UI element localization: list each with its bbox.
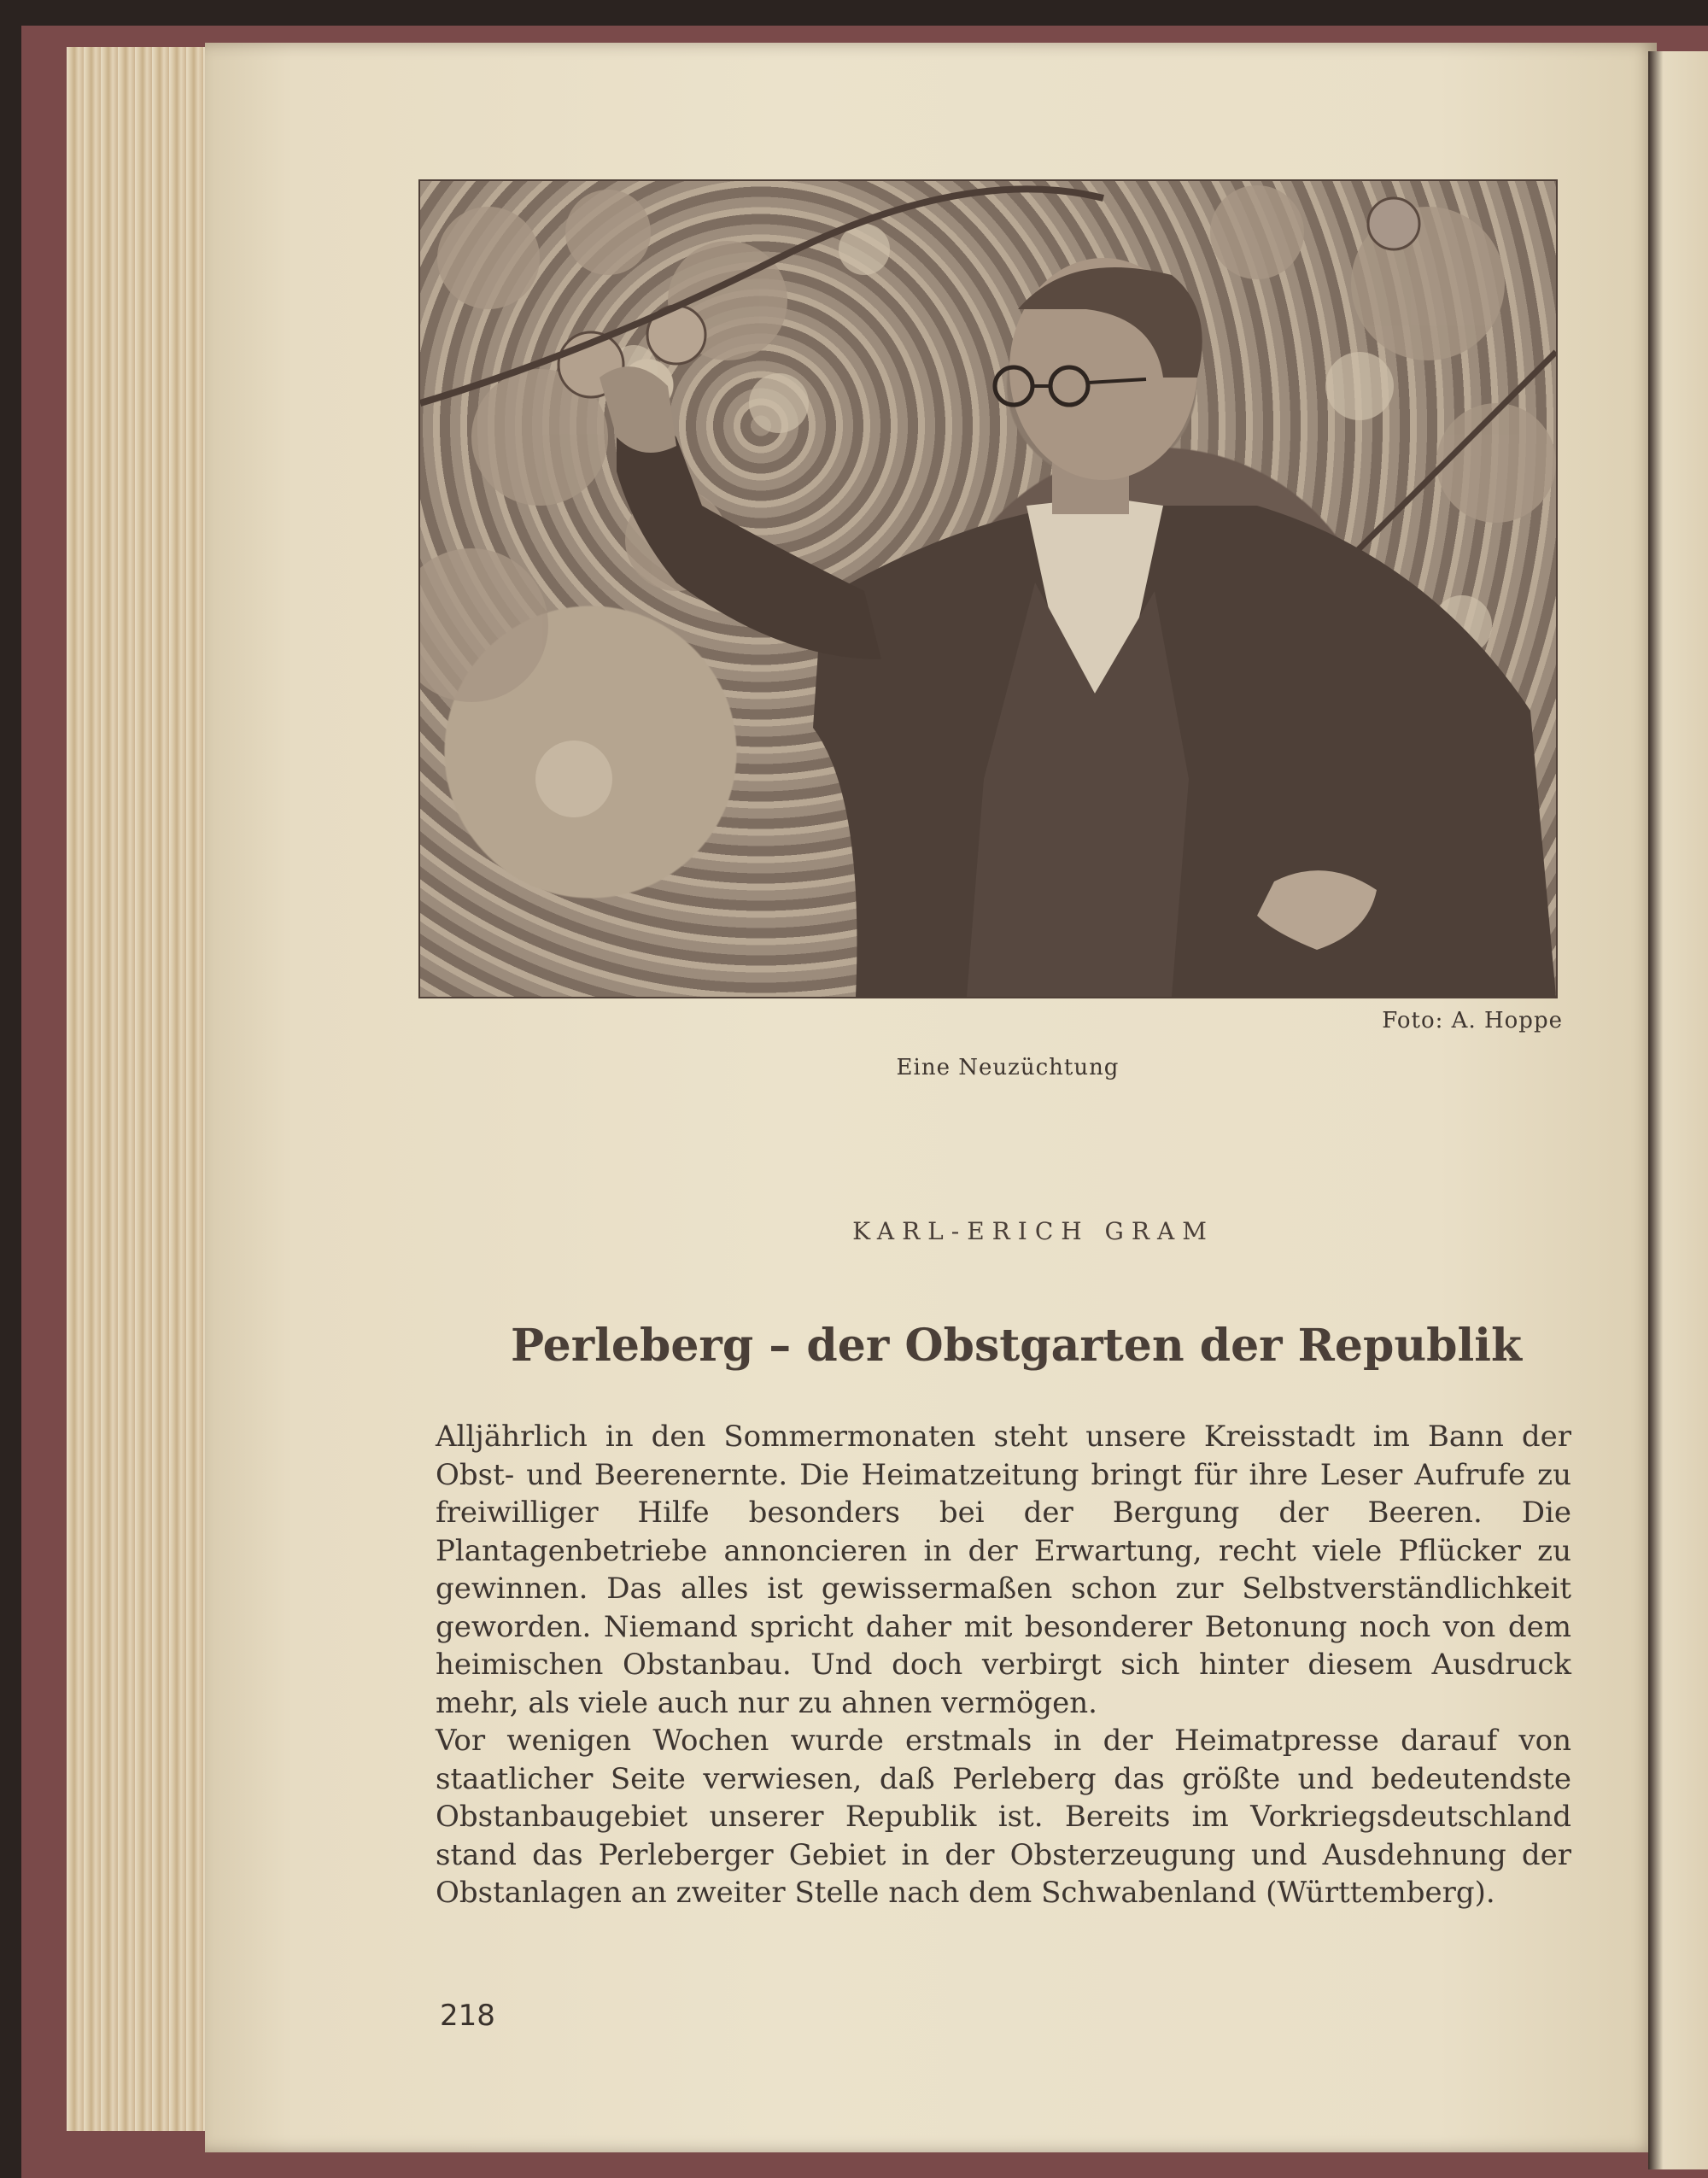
article-title: Perleberg – der Obstgarten der Republik (510, 1320, 1523, 1372)
page-number: 218 (440, 1999, 495, 2033)
article-author: KARL-ERICH GRAM (852, 1217, 1214, 1245)
photo-man-with-apple-tree (418, 179, 1558, 998)
photo-illustration (420, 181, 1556, 997)
paragraph: Vor wenigen Wochen wurde erstmals in der Heimatpresse darauf von staatlicher Seite verwiesen, daß Perleberg das größte und bedeutendste Obstanbaugebiet unserer Republik ist. Bereits im Vorkriegsdeutschland stand das Perleberger Gebiet in der Obsterzeugung und Ausdehnung der Obstanlagen an zweiter Stelle nach dem Schwabenland (Württemberg). (436, 1724, 1571, 1910)
article-body (436, 1418, 1571, 1912)
photo-caption: Eine Neuzüchtung (896, 1055, 1120, 1080)
facing-page-edge (1648, 51, 1708, 2169)
photo-credit: Foto: A. Hoppe (1382, 1008, 1563, 1033)
paragraph: Alljährlich in den Sommermonaten steht unsere Kreisstadt im Bann der Obst- und Beerenernte. Die Heimatzeitung bringt für ihre Leser Aufrufe zu freiwilliger Hilfe besonders bei der Bergung der Beeren. Die Plantagenbetriebe annoncieren in der Erwartung, recht viele Pflücker zu gewinnen. Das alles ist gewissermaßen schon zur Selbstverständlichkeit geworden. Niemand spricht daher mit besonderer Betonung noch von dem heimischen Obstanbau. Und doch verbirgt sich hinter diesem Ausdruck mehr, als viele auch nur zu ahnen vermögen. (436, 1420, 1571, 1720)
